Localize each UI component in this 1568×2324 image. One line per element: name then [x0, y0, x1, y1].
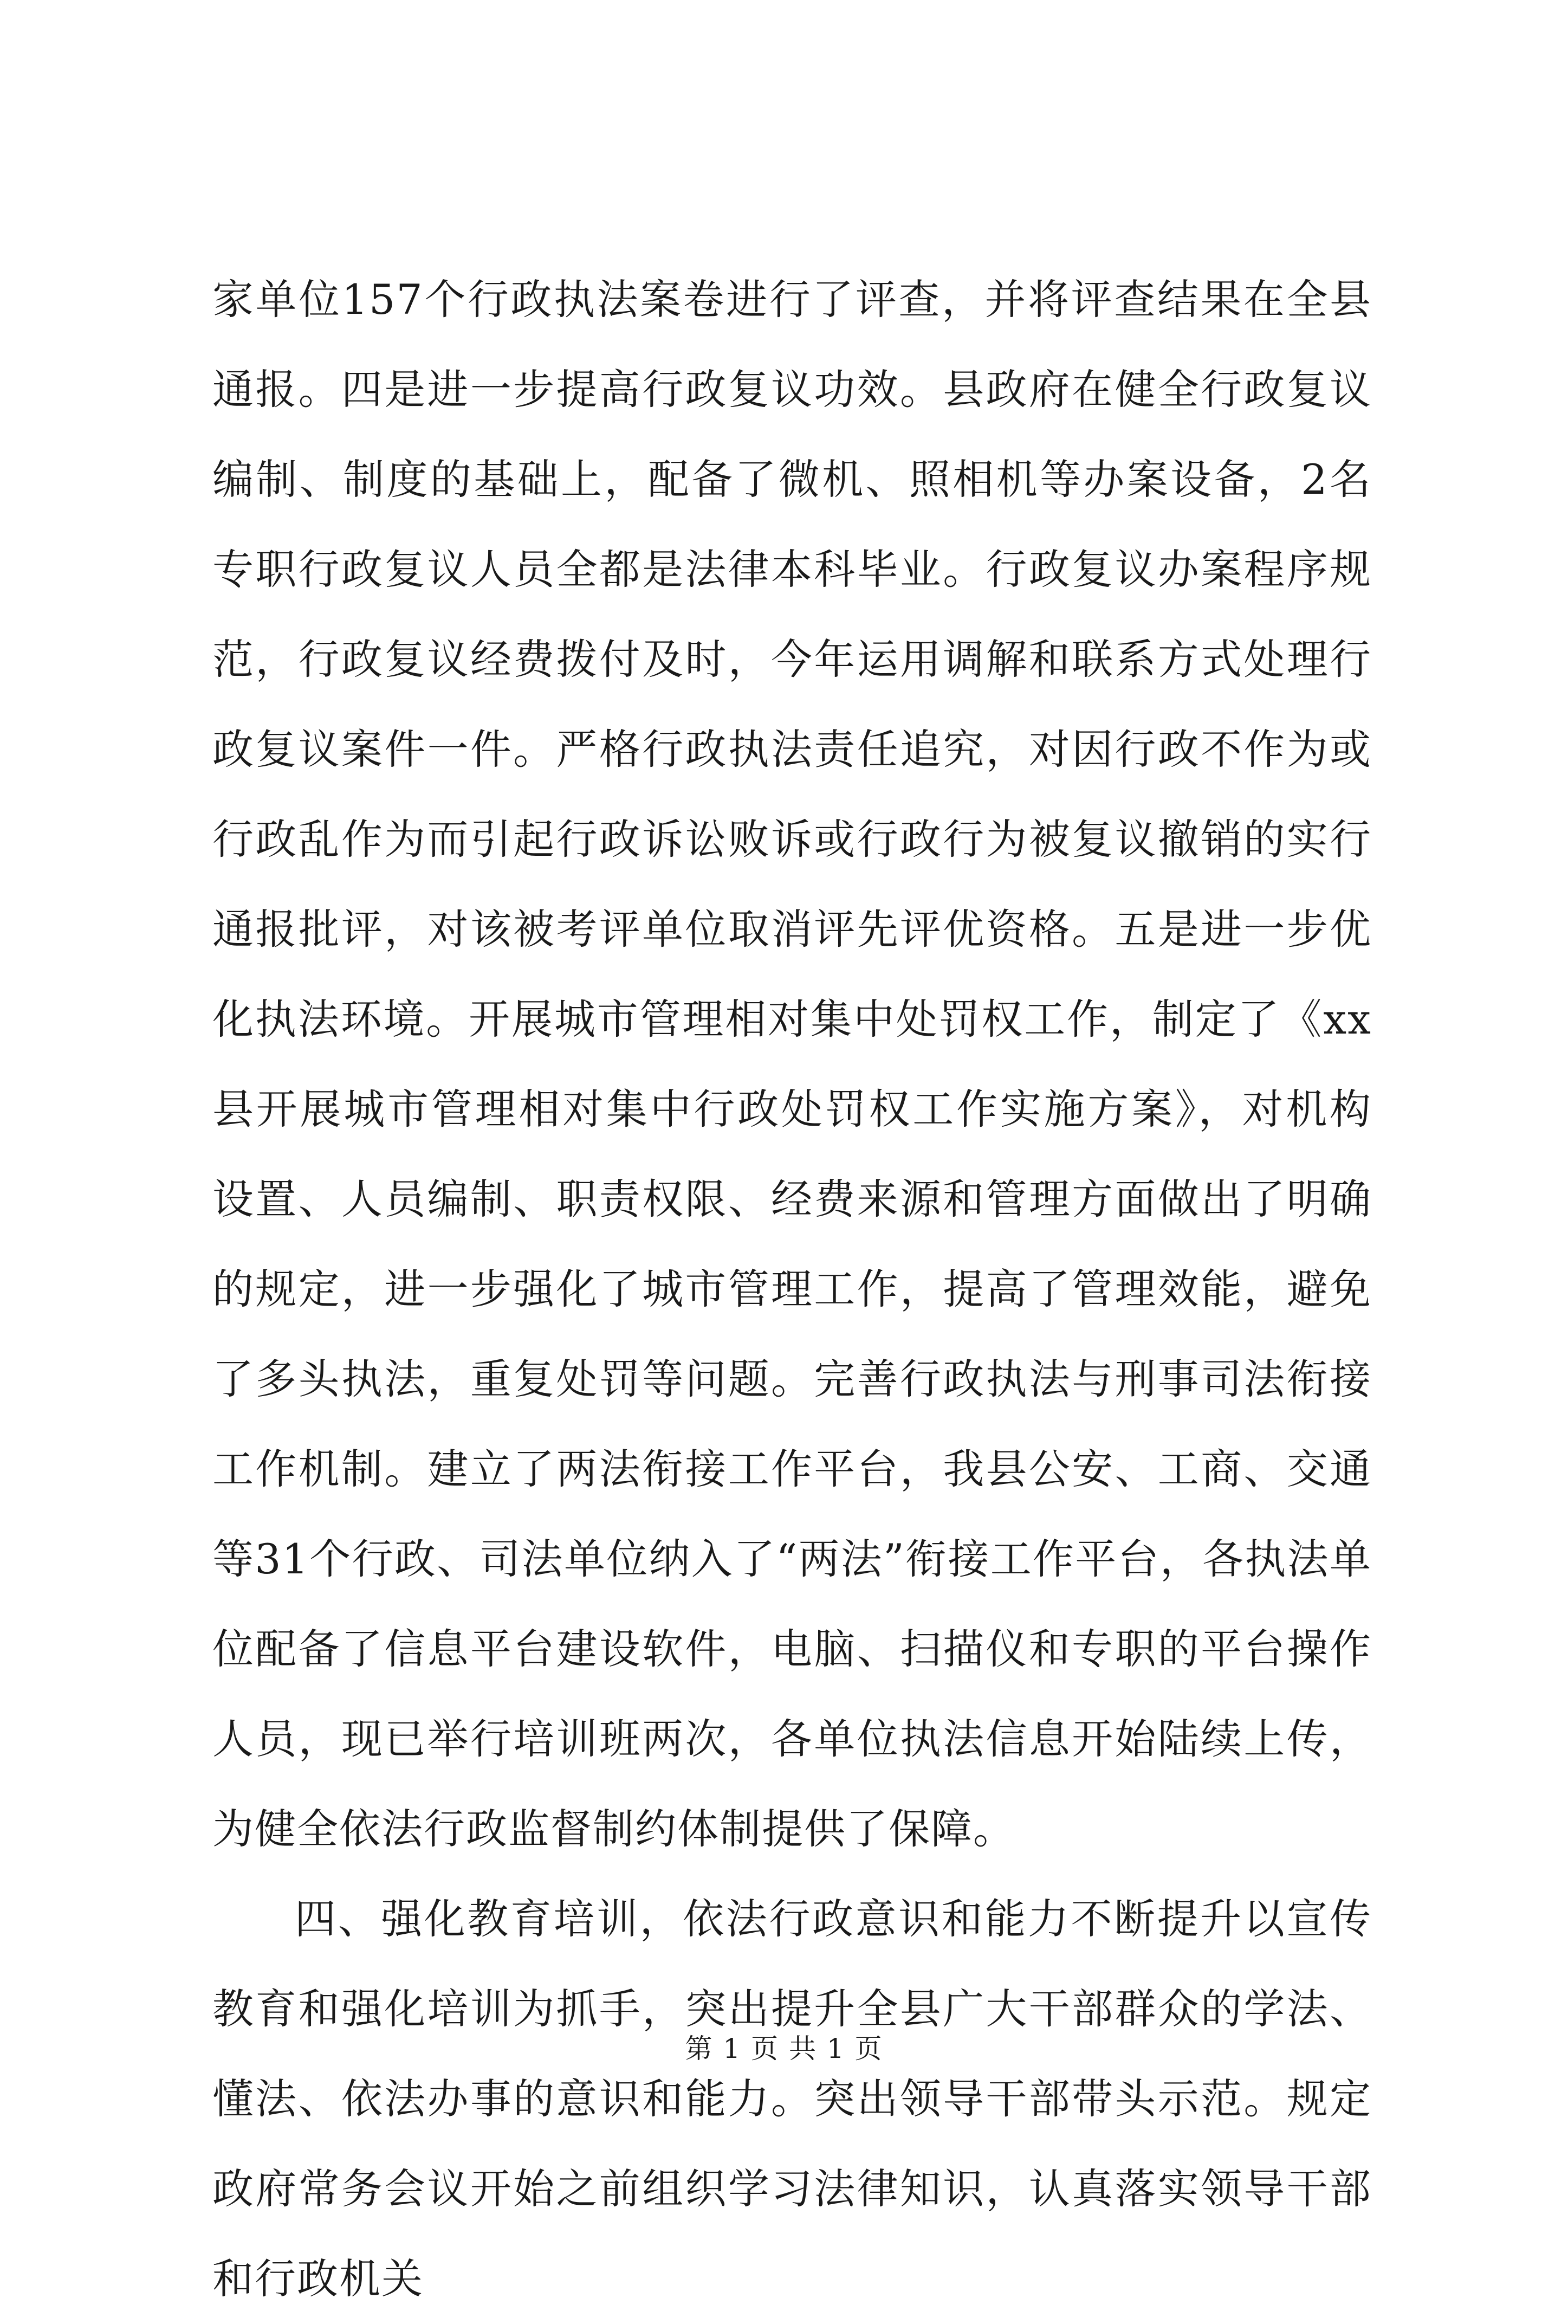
page-footer: 第 1 页 共 1 页	[685, 2033, 883, 2064]
paragraph-section-four: 四、强化教育培训，依法行政意识和能力不断提升以宣传教育和强化培训为抓手，突出提升全县广大干部群众的学法、懂法、依法办事的意识和能力。突出领导干部带头示范。规定政府常务会议开始之前组织学习法律知识，认真落实领导干部和行政机关	[212, 1895, 1372, 2303]
paragraph-continuation: 家单位157个行政执法案卷进行了评查，并将评查结果在全县通报。四是进一步提高行政复议功效。县政府在健全行政复议编制、制度的基础上，配备了微机、照相机等办案设备，2名专职行政复议人员全都是法律本科毕业。行政复议办案程序规范，行政复议经费拨付及时，今年运用调解和联系方式处理行政复议案件一件。严格行政执法责任追究，对因行政不作为或行政乱作为而引起行政诉讼败诉或行政行为被复议撤销的实行通报批评，对该被考评单位取消评先评优资格。五是进一步优化执法环境。开展城市管理相对集中处罚权工作，制定了《xx县开展城市管理相对集中行政处罚权工作实施方案》，对机构设置、人员编制、职责权限、经费来源和管理方面做出了明确的规定，进一步强化了城市管理工作，提高了管理效能，避免了多头执法，重复处罚等问题。完善行政执法与刑事司法衔接工作机制。建立了两法衔接工作平台，我县公安、工商、交通等31个行政、司法单位纳入了“两法”衔接工作平台，各执法单位配备了信息平台建设软件，电脑、扫描仪和专职的平台操作人员，现已举行培训班两次，各单位执法信息开始陆续上传，为健全依法行政监督制约体制提供了保障。	[212, 275, 1372, 1853]
document-body	[212, 255, 1372, 2324]
